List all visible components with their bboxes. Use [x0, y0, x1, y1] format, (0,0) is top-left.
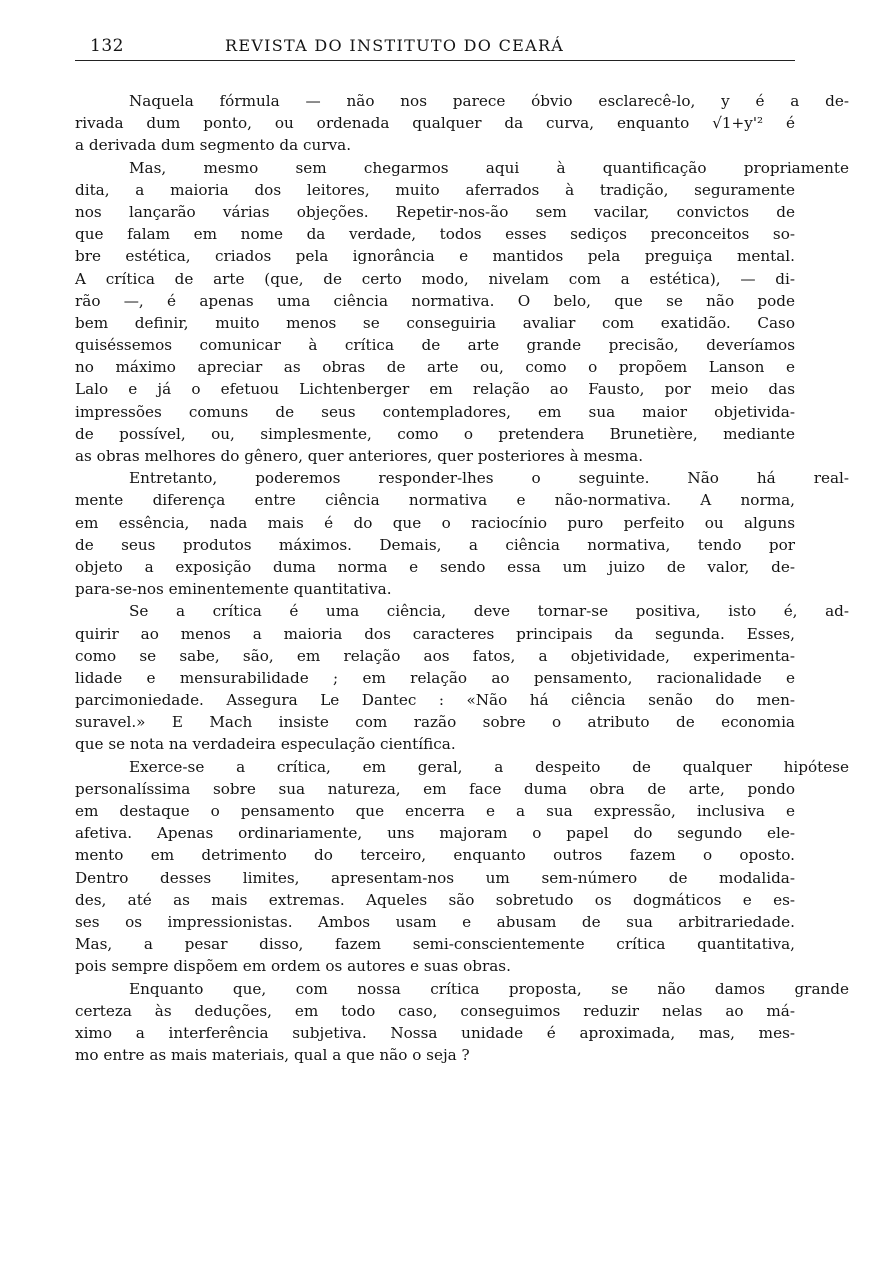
text-line: [75, 822, 795, 844]
line-text: pois sempre dispõem em ordem os autores e suas obras.: [75, 957, 511, 976]
line-text: como se sabe, são, em relação aos fatos, a objetividade, experimenta-: [75, 646, 795, 665]
paragraph-first-line: [75, 600, 849, 622]
line-text: ximo a interferência subjetiva. Nossa unidade é aproximada, mas, mes-: [75, 1023, 795, 1042]
text-line: [75, 134, 795, 156]
line-text: bre estética, criados pela ignorância e mantidos pela preguiça mental.: [75, 247, 795, 266]
line-text: A crítica de arte (que, de certo modo, nivelam com a estética), — di-: [75, 269, 795, 288]
text-line: [75, 290, 795, 312]
line-text: de seus produtos máximos. Demais, a ciência normativa, tendo por: [75, 535, 795, 554]
line-text: nos lançarão várias objeções. Repetir-nos-ão sem vacilar, convictos de: [75, 202, 795, 221]
line-text: lidade e mensurabilidade ; em relação ao pensamento, racionalidade e: [75, 668, 795, 687]
text-line: [75, 179, 795, 201]
line-text: para-se-nos eminentemente quantitativa.: [75, 580, 392, 599]
text-line: [75, 711, 795, 733]
line-text: impressões comuns de seus contempladores, em sua maior objetivida-: [75, 402, 795, 421]
line-text: que se nota na verdadeira especulação científica.: [75, 735, 456, 754]
body-text: [75, 90, 849, 1066]
text-line: [75, 223, 795, 245]
line-text: des, até as mais extremas. Aqueles são sobretudo os dogmáticos e es-: [75, 890, 795, 909]
line-text: que falam em nome da verdade, todos esses sediços preconceitos so-: [75, 225, 795, 244]
text-line: [75, 844, 795, 866]
line-text: rivada dum ponto, ou ordenada qualquer da curva, enquanto √1+y'² é: [75, 114, 795, 133]
text-line: [75, 201, 795, 223]
line-text: Se a crítica é uma ciência, deve tornar-se positiva, isto é, ad-: [129, 602, 849, 621]
text-line: [75, 334, 795, 356]
text-line: [75, 445, 795, 467]
line-text: quirir ao menos a maioria dos caracteres principais da segunda. Esses,: [75, 624, 795, 643]
paragraph-first-line: [75, 467, 849, 489]
text-line: [75, 1000, 795, 1022]
line-text: em destaque o pensamento que encerra e a sua expressão, inclusiva e: [75, 802, 795, 820]
text-line: [75, 1044, 795, 1066]
line-text: rão —, é apenas uma ciência normativa. O belo, que se não pode: [75, 291, 795, 310]
line-text: quiséssemos comunicar à crítica de arte grande precisão, deveríamos: [75, 336, 795, 355]
text-line: [75, 312, 795, 334]
text-line: [75, 867, 795, 889]
text-line: [75, 623, 795, 645]
text-line: [75, 578, 795, 600]
text-line: [75, 933, 795, 955]
text-line: [75, 645, 795, 667]
line-text: objeto a exposição duma norma e sendo essa um juizo de valor, de-: [75, 557, 795, 576]
line-text: mento em detrimento do terceiro, enquanto outros fazem o oposto.: [75, 846, 795, 865]
line-text: Lalo e já o efetuou Lichtenberger em relação ao Fausto, por meio das: [75, 380, 795, 399]
line-text: as obras melhores do gênero, quer anteriores, quer posteriores à mesma.: [75, 447, 644, 465]
line-text: suravel.» E Mach insiste com razão sobre o atributo de economia: [75, 713, 795, 732]
line-text: parcimoniedade. Assegura Le Dantec : «Não há ciência senão do men-: [75, 691, 795, 710]
line-text: certeza às deduções, em todo caso, conseguimos reduzir nelas ao má-: [75, 1001, 795, 1020]
text-line: [75, 667, 795, 689]
line-text: Entretanto, poderemos responder-lhes o seguinte. Não há real-: [129, 469, 849, 488]
line-text: no máximo apreciar as obras de arte ou, como o propõem Lanson e: [75, 358, 795, 377]
line-text: Mas, a pesar disso, fazem semi-conscientemente crítica quantitativa,: [75, 935, 795, 954]
line-text: ses os impressionistas. Ambos usam e abusam de sua arbitrariedade.: [75, 912, 795, 931]
paragraph-first-line: [75, 90, 849, 112]
text-line: [75, 534, 795, 556]
line-text: dita, a maioria dos leitores, muito aferrados à tradição, seguramente: [75, 180, 795, 199]
line-text: mo entre as mais materiais, qual a que não o seja ?: [75, 1046, 470, 1065]
text-line: [75, 268, 795, 290]
text-line: [75, 401, 795, 423]
line-text: Enquanto que, com nossa crítica proposta, se não damos grande: [129, 979, 849, 998]
text-line: [75, 778, 795, 800]
text-line: [75, 489, 795, 511]
line-text: de possível, ou, simplesmente, como o pretendera Brunetière, mediante: [75, 424, 795, 443]
line-text: personalíssima sobre sua natureza, em face duma obra de arte, pondo: [75, 779, 795, 798]
text-line: [75, 889, 795, 911]
text-line: [75, 955, 795, 977]
text-line: [75, 378, 795, 400]
line-text: a derivada dum segmento da curva.: [75, 136, 352, 155]
line-text: afetiva. Apenas ordinariamente, uns majoram o papel do segundo ele-: [75, 824, 795, 843]
text-line: [75, 556, 795, 578]
text-line: [75, 800, 795, 822]
text-line: [75, 512, 795, 534]
paragraph-first-line: [75, 756, 849, 778]
line-text: mente diferença entre ciência normativa e não-normativa. A norma,: [75, 491, 795, 510]
page-number: 132: [90, 36, 124, 56]
text-line: [75, 423, 795, 445]
text-line: [75, 245, 795, 267]
line-text: Naquela fórmula — não nos parece óbvio esclarecê-lo, y é a de-: [129, 92, 849, 110]
text-line: [75, 911, 795, 933]
text-line: [75, 733, 795, 755]
paragraph-first-line: [75, 157, 849, 179]
running-header: [75, 34, 795, 61]
line-text: bem definir, muito menos se conseguiria avaliar com exatidão. Caso: [75, 313, 795, 332]
text-line: [75, 1022, 795, 1044]
paragraph-first-line: [75, 978, 849, 1000]
line-text: em essência, nada mais é do que o raciocínio puro perfeito ou alguns: [75, 513, 795, 532]
text-line: [75, 689, 795, 711]
line-text: Mas, mesmo sem chegarmos aqui à quantificação propriamente: [129, 158, 849, 177]
text-line: [75, 356, 795, 378]
line-text: Exerce-se a crítica, em geral, a despeito de qualquer hipótese: [129, 757, 849, 776]
text-line: [75, 112, 795, 134]
line-text: Dentro desses limites, apresentam-nos um sem-número de modalida-: [75, 868, 795, 887]
journal-title: REVISTA DO INSTITUTO DO CEARÁ: [225, 36, 565, 55]
